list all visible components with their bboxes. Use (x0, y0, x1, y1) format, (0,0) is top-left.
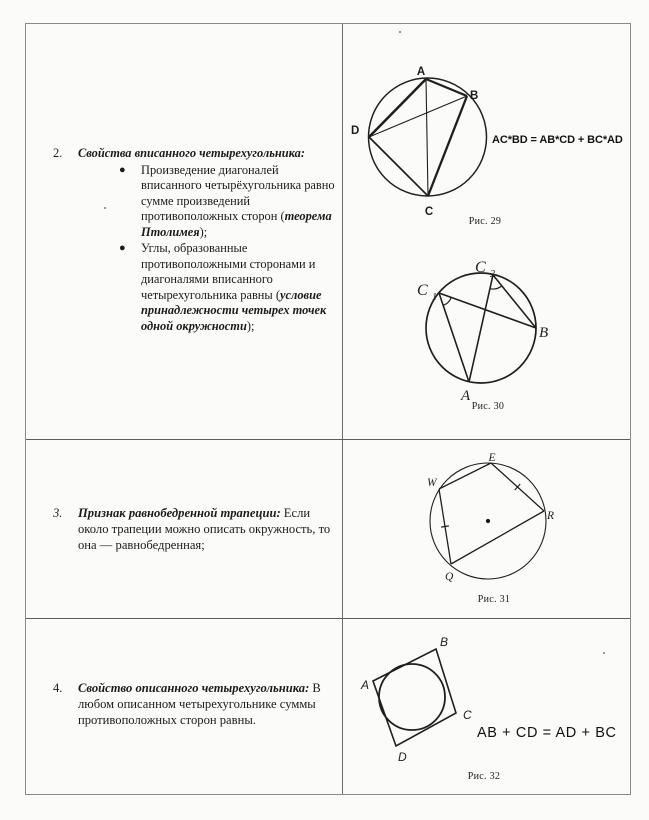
ptolemy-formula: AC*BD = AB*CD + BC*AD (492, 134, 623, 146)
bullet-text-post: ); (199, 224, 208, 239)
figure-32-caption: Рис. 32 (467, 771, 501, 782)
fig31-center-dot (486, 519, 490, 523)
item-3-lead: Признак равнобедренной трапеции: (78, 506, 281, 520)
fig30-label-A: A (461, 388, 471, 404)
bullet-text-pre: Углы, образованные противоположными сторонами и диагоналями вписанного четырехугольника равны ( (141, 241, 316, 302)
fig31-label-R: R (547, 510, 555, 522)
bullet-ptolemy (119, 163, 341, 241)
fig30-angle-arc-C1 (443, 297, 451, 305)
fig30-label-C2-subscript: 2 (490, 269, 495, 280)
figure-30 (411, 251, 561, 416)
fig29-label-A: A (416, 66, 426, 78)
item-2 (53, 146, 341, 334)
bullet-angles-text (141, 241, 336, 334)
item-4-lead: Свойство описанного четырехугольника: (78, 681, 310, 695)
item-3-number: 3. (53, 506, 63, 520)
item-2-heading-row (53, 146, 341, 162)
row-divider-1 (26, 439, 630, 440)
item-3-body: Если около трапеции можно описать окружность, то она — равнобедренная; (78, 506, 331, 552)
column-divider (342, 24, 343, 794)
fig29-side-CD (369, 137, 428, 196)
fig30-chord-C2A (469, 275, 493, 382)
bullet-dot: ● (119, 163, 126, 176)
item-3-text (78, 505, 343, 553)
fig29-label-C: C (424, 206, 434, 218)
fig31-trapezoid-diagram (426, 451, 561, 591)
fig30-label-B: B (539, 325, 549, 341)
bullet-dot: ● (119, 242, 126, 254)
item-2-number: 2. (53, 146, 63, 160)
fig29-label-D: D (351, 125, 360, 137)
item-3 (53, 505, 345, 553)
item-4-number: 4. (53, 681, 63, 695)
fig29-side-DA (369, 79, 426, 137)
item-2-heading: Свойства вписанного четырехугольника: (78, 146, 305, 160)
bullet-text-pre: Произведение диагоналей вписанного четырёхугольника равно сумме произведений противоположных сторон ( (141, 162, 335, 223)
fig31-tick-QW (441, 526, 449, 527)
fig29-label-B: B (470, 90, 479, 102)
bullet-angles (119, 241, 341, 334)
bullet-text-emphasis: условие принадлежности четырех точек одной окружности (141, 287, 327, 333)
fig30-angle-arc-C2 (490, 286, 502, 289)
fig32-inscribed-circle (379, 664, 445, 730)
circumscribed-sides-formula: AB + CD = AD + BC (477, 725, 617, 741)
fig30-label-C2: C (475, 259, 486, 276)
fig31-side-RQ (451, 511, 544, 564)
fig30-label-C1-subscript: 1 (432, 292, 437, 303)
fig29-side-BC (428, 96, 467, 196)
bullet-ptolemy-text (141, 163, 336, 241)
item-4-body: В любом описанном четырехугольнике суммы противоположных сторон равны. (78, 681, 321, 727)
fig32-label-C: C (463, 708, 472, 722)
row-divider-2 (26, 618, 630, 619)
fig32-label-D: D (398, 750, 407, 764)
fig31-side-EW (439, 463, 491, 489)
figure-31-caption: Рис. 31 (477, 594, 511, 605)
fig30-inscribed-angles-diagram (411, 251, 561, 416)
item-4-paragraph (53, 680, 349, 728)
item-3-paragraph (53, 505, 345, 553)
item-4 (53, 680, 349, 728)
figure-31 (426, 451, 561, 591)
fig31-label-W: W (427, 477, 437, 489)
item-4-text (78, 680, 346, 728)
bullet-text-emphasis: теорема Птолимея (141, 209, 332, 239)
fig32-label-B: B (440, 635, 449, 649)
figure-30-caption: Рис. 30 (471, 401, 505, 412)
fig32-label-A: A (361, 678, 370, 692)
figure-32 (361, 631, 486, 771)
fig29-diagonal-AC (426, 79, 428, 196)
theorems-table (25, 23, 631, 795)
item-2-bullets (119, 163, 341, 335)
fig31-label-E: E (488, 452, 496, 464)
fig31-label-Q: Q (445, 571, 454, 583)
bullet-text-post: ); (246, 318, 255, 333)
fig30-label-C1: C (417, 282, 428, 299)
fig32-circumscribed-quadrilateral-diagram (361, 631, 486, 771)
figure-29-caption: Рис. 29 (468, 216, 502, 227)
